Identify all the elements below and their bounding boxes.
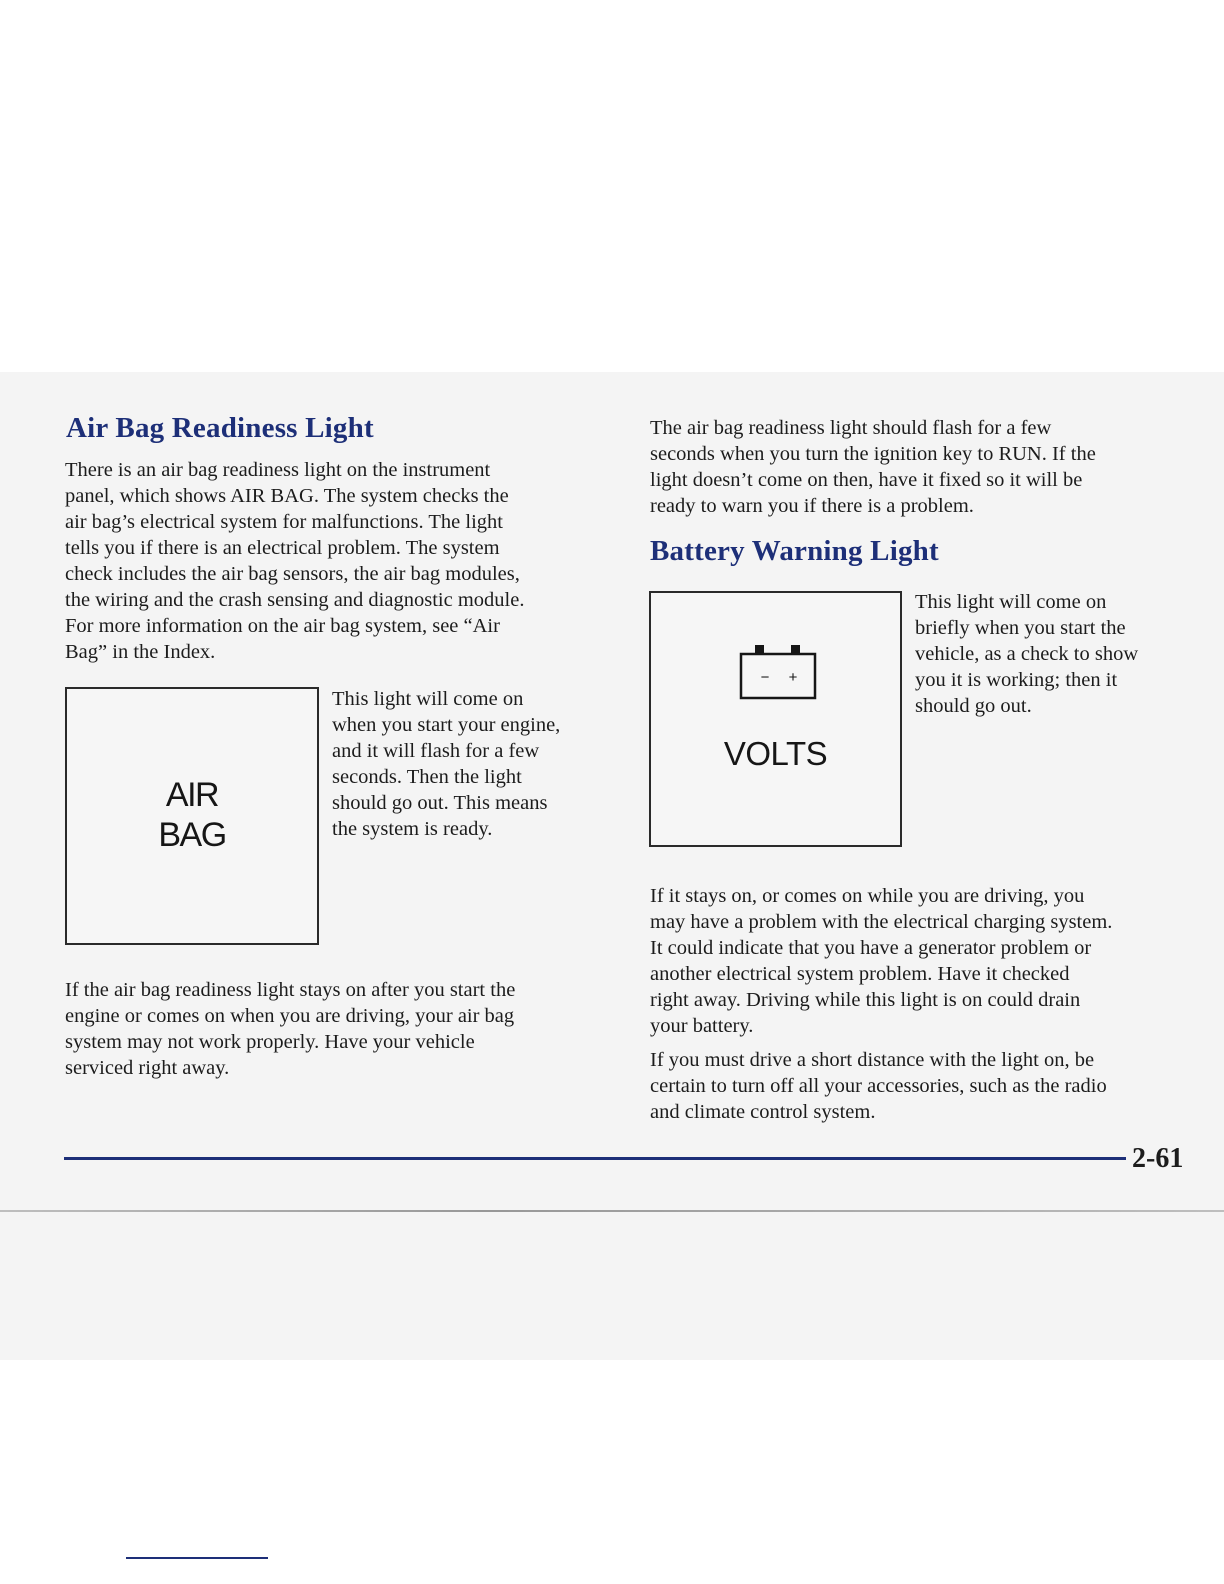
battery-terminal-left [755, 645, 764, 654]
text-line: check includes the air bag sensors, the air bag modules, [65, 563, 520, 585]
text-line: the wiring and the crash sensing and diagnostic module. [65, 589, 525, 611]
text-line: your battery. [650, 1015, 754, 1037]
text-line: certain to turn off all your accessories, such as the radio [650, 1075, 1107, 1097]
text-line: seconds when you turn the ignition key to RUN. If the [650, 443, 1096, 465]
battery-short-distance-paragraph [650, 1047, 1210, 1125]
scan-edge-line [0, 1210, 1224, 1212]
text-line: tells you if there is an electrical problem. The system [65, 537, 500, 559]
battery-minus-sign: − [760, 669, 770, 686]
text-line: and it will flash for a few [332, 740, 540, 762]
footer-rule [64, 1157, 1126, 1160]
text-line: and climate control system. [650, 1101, 876, 1123]
text-line: The air bag readiness light should flash for a few [650, 417, 1052, 439]
text-line: another electrical system problem. Have it checked [650, 963, 1070, 985]
text-line: briefly when you start the [915, 617, 1126, 639]
battery-stays-on-paragraph [650, 883, 1210, 1039]
volts-label: VOLTS [723, 735, 828, 772]
text-line: It could indicate that you have a generator problem or [650, 937, 1092, 959]
text-line: should go out. This means [332, 792, 548, 814]
text-line: This light will come on [915, 591, 1107, 613]
airbag-warning-paragraph [65, 977, 625, 1081]
text-line: serviced right away. [65, 1057, 230, 1079]
battery-body [741, 654, 815, 698]
text-line: light doesn’t come on then, have it fixed so it will be [650, 469, 1083, 491]
battery-terminal-right [791, 645, 800, 654]
text-line: vehicle, as a check to show [915, 643, 1139, 665]
airbag-indicator-line2: BAG [158, 816, 226, 854]
airbag-intro-paragraph [65, 457, 625, 665]
text-line: should go out. [915, 695, 1032, 717]
airbag-indicator-box [65, 687, 319, 945]
battery-heading: Battery Warning Light [650, 535, 939, 567]
text-line: ready to warn you if there is a problem. [650, 495, 974, 517]
text-line: the system is ready. [332, 818, 493, 840]
battery-box-side-text [915, 589, 1205, 719]
battery-icon [739, 645, 817, 711]
text-line: For more information on the air bag system, see “Air [65, 615, 500, 637]
text-line: There is an air bag readiness light on the instrument [65, 459, 491, 481]
scan-stray-line [126, 1557, 268, 1559]
text-line: This light will come on [332, 688, 524, 710]
text-line: may have a problem with the electrical charging system. [650, 911, 1113, 933]
text-line: seconds. Then the light [332, 766, 522, 788]
text-line: system may not work properly. Have your vehicle [65, 1031, 475, 1053]
text-line: Bag” in the Index. [65, 641, 216, 663]
text-line: you it is working; then it [915, 669, 1118, 691]
airbag-indicator-label [67, 775, 317, 855]
text-line: air bag’s electrical system for malfunctions. The light [65, 511, 503, 533]
airbag-indicator-line1: AIR [165, 776, 219, 814]
airbag-box-side-text [332, 686, 622, 842]
text-line: panel, which shows AIR BAG. The system checks the [65, 485, 509, 507]
text-line: If the air bag readiness light stays on after you start the [65, 979, 516, 1001]
text-line: engine or comes on when you are driving, your air bag [65, 1005, 515, 1027]
text-line: If you must drive a short distance with the light on, be [650, 1049, 1095, 1071]
text-line: right away. Driving while this light is on could drain [650, 989, 1081, 1011]
battery-indicator-box [649, 591, 902, 847]
airbag-heading: Air Bag Readiness Light [66, 412, 374, 444]
text-line: when you start your engine, [332, 714, 561, 736]
airbag-flash-paragraph [650, 415, 1210, 519]
text-line: If it stays on, or comes on while you are driving, you [650, 885, 1085, 907]
page-number: 2-61 [1132, 1143, 1184, 1174]
battery-plus-sign: + [788, 669, 798, 686]
